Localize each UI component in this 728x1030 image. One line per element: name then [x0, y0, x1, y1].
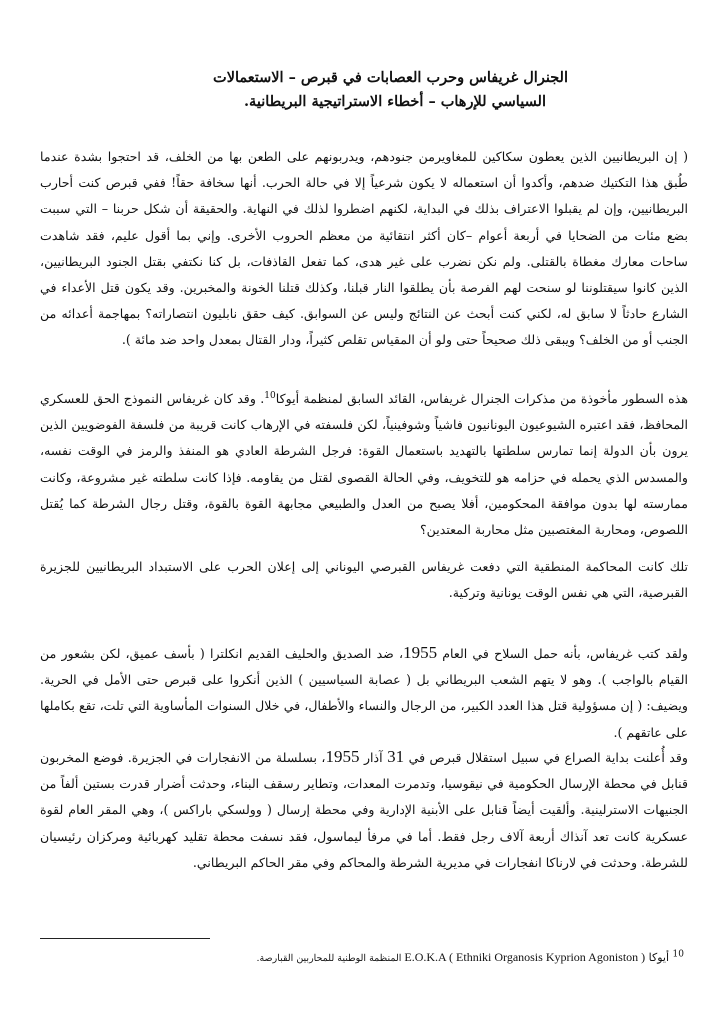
paragraph-explosions-text-end: ، بسلسلة من الانفجارات في الجزيرة. فوضع المخربون قنابل في محطة الإرسال الحكومية في نيقوسيا، وتدمرت المعدات، وتطاير رسقف البناء، وحدثت أضرار قدرت بستين ألفاً من الجنيهات الاسترلينية. وألقيت أيضاً قنابل على الأبنية الإدارية وفي محطة إرسال ( وولسكي باراكس )، وهي المقر العام لقوة عسكرية كانت تعد آنذاك أربعة آلاف رجل فقط. أما في مرفأ ليماسول، فقد نسفت محطة تقليد كهربائية ومركزان رئيسيان للشرطة. وحدثت في لارناكا انفجارات في مديرية الشرطة والمحاكم وفي مقر الحاكم البريطاني.	[40, 750, 688, 870]
document-page	[40, 0, 688, 1030]
paragraph-explosions	[40, 744, 688, 876]
year-1955-second: 1955	[325, 747, 360, 766]
title-line-1: الجنرال غريفاس وحرب العصابات في قبرص – الاستعمالات	[213, 69, 568, 86]
footnote-reference[interactable]: 10	[264, 390, 276, 401]
paragraph-1955-arms-text-start: ولقد كتب غريفاس، بأنه حمل السلاح في العام	[437, 646, 688, 661]
paragraph-memoirs-text-end: . وقد كان غريفاس النموذج الحق للعسكري المحافظ، فقد اعتبره الشيوعيون اليونانيون فاشياً وشوفينياً، لكن فلسفته في الإرهاب كانت قريبة من فلسفة الفوضويين الذين يرون بأن الدولة إنما تمارس سلطتها بالتهديد باستعمال القوة: فرجل الشرطة العادي هو المنفذ والرمز في الوقت نفسه، والمسدس الذي يحمله في حزامه هو للتخويف، وفي الحالة القصوى لقتل من يقاومه. فإذا كانت سلطته غير مشروعة، وكانت ممارسته لها بدون موافقة المحكومين، أفلا يصبح من العدل والطبيعي مجابهة القوة بالقوة، وقتل رجال الشرطة كما يُقتل اللصوص، ومحاربة المغتصبين مثل محاربة المعتدين؟	[40, 391, 688, 538]
footnote-lead: أيوكا	[645, 951, 673, 964]
paragraph-1955-arms-text-end: ، ضد الصديق والحليف القديم انكلترا ( بأسف عميق، لكن بشعور من القيام بالواجب ). وهو لا يتهم الشعب البريطاني بل ( عصابة السياسيين ) الذين أنكروا على قبرص حتى الأمل في الحرية. ويضيف: ( إن مسؤولية قتل هذا العدد الكبير، من الرجال والنساء والأطفال، في خلال السنوات المأساوية التي تلت، تقع بكاملها على عاتقهم ).	[40, 646, 688, 740]
title-line-2: السياسي للإرهاب – أخطاء الاستراتيجية البريطانية.	[244, 93, 546, 110]
paragraph-griffas-quote: ( إن البريطانيين الذين يعطون سكاكين للمغاويرمن جنودهم، ويدربونهم على الطعن بها من الخلف، قد احتجوا بشدة عندما طُبق هذا التكتيك ضدهم، وأكدوا أن استعماله لا يكون شرعياً إلا في حالة الحرب. أنها سخافة حقاً! ففي قبرص كنت أحارب البريطانيين، وإن لم يقبلوا الاعتراف بذلك في البداية، لكنهم اضطروا لذلك في النهاية. والحقيقة أن شكل حربنا – التي سببت بضع مئات من الضحايا في أربعة أعوام –كان أكثر انتقائية من معظم الحروب الأخرى. وإني بما أقول عليم، فقد شاهدت ساحات معارك مغطاة بالقتلى. ولم نكن نضرب على غير هدى، كما تفعل القاذفات، بل كنا نكتفي بقتل الجنود البريطانيين، الذين كانوا سيقتلوننا لو سنحت لهم الفرصة بأن يطلقوا النار قبلنا، وكذلك قتلنا الخونة والمخبرين. وقد يكون قتل الأعداء في الشارع حادثاً لا سابق له، لكني كنت أبحث عن النتائج وليس عن السوابق. كيف حقق نابليون انتصاراته؟ بمهاجمة أعدائه من الجنب أو من الخلف؟ ويبقى ذلك صحيحاً حتى ولو أن المقياس تقلص كثيراً، ودار القتال بمعدل واحد ضد مائة ).	[40, 149, 689, 348]
footnote-arabic-name: المنظمة الوطنية للمحاربين القبارصة.	[256, 953, 405, 964]
year-1955: 1955	[403, 643, 438, 662]
day-31: 31	[387, 747, 405, 766]
footnote	[40, 948, 684, 968]
paragraph-explosions-text-start: وقد أُعلنت بداية الصراع في سبيل استقلال قبرص في	[404, 750, 688, 765]
paragraph-memoirs-text-start: هذه السطور مأخوذة من مذكرات الجنرال غريفاس، القائد السابق لمنظمة أيوكا	[275, 391, 688, 406]
title-block	[40, 66, 688, 114]
footnote-number: 10	[672, 949, 684, 960]
paragraph-memoirs	[40, 386, 688, 543]
footnote-divider	[40, 938, 210, 939]
month-label: آذار	[359, 750, 388, 765]
paragraph-1955-arms	[40, 640, 688, 746]
paragraph-logic: تلك كانت المحاكمة المنطقية التي دفعت غريفاس القبرصي اليوناني إلى إعلان الحرب على الاستبداد البريطانيين للجزيرة القبرصية، التي هي نفس الوقت يونانية وتركية.	[40, 559, 688, 601]
footnote-latin-name: E.O.K.A ( Ethniki Organosis Kyprion Agoniston )	[404, 950, 646, 964]
